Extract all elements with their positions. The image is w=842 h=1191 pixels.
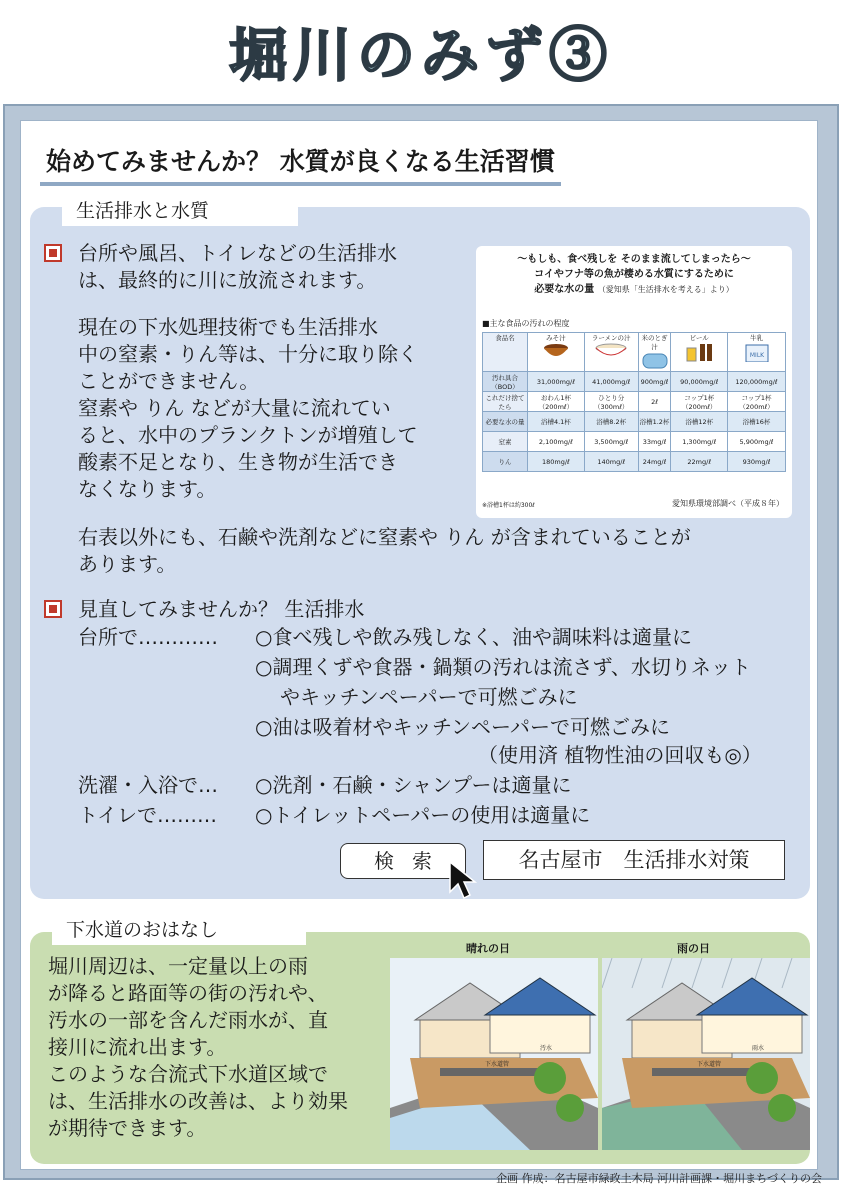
table-row: りん 180mg/ℓ 140mg/ℓ 24mg/ℓ 22mg/ℓ 930mg/ℓ	[483, 452, 786, 472]
table-row: 窒素 2,100mg/ℓ 3,500mg/ℓ 33mg/ℓ 1,300mg/ℓ 5,900mg/ℓ	[483, 432, 786, 452]
card-heading: ～もしも、食べ残しを そのまま流してしまったら～ コイやフナ等の魚が棲める水質にするために 必要な水の量 （愛知県「生活排水を考える」より）	[517, 254, 751, 295]
table-row: 汚れ具合（BOD） 31,000mg/ℓ 41,000mg/ℓ 900mg/ℓ 90,000mg/ℓ 120,000mg/ℓ	[483, 372, 786, 392]
food-pollution-card	[476, 246, 792, 518]
kitchen-item: ○調理くずや食器・鍋類の汚れは流さず、水切りネット	[255, 655, 751, 679]
laundry-item: ○洗剤・石鹸・シャンプーは適量に	[255, 773, 572, 797]
milk-icon-label: MILK	[749, 352, 764, 359]
heading-review: 見直してみませんか？ 生活排水	[78, 597, 365, 621]
rainy-sewer-illustration	[602, 958, 810, 1150]
beer-icon	[684, 342, 714, 362]
milk-icon	[744, 342, 770, 362]
search-query-box[interactable]: 名古屋市 生活排水対策	[483, 840, 785, 880]
kitchen-item: ○食べ残しや飲み残しなく、油や調味料は適量に	[255, 625, 693, 649]
toilet-label: トイレで………	[78, 803, 217, 827]
sewer-paragraph: 堀川周辺は、一定量以上の雨 が降ると路面等の街の汚れや、 汚水の一部を含んだ雨水が、直 接川に流れ出ます。 このような合流式下水道区域で は、生活排水の改善は、より効果 が期待できます。	[48, 954, 348, 1140]
rice-cooker-icon	[640, 351, 670, 369]
table-row: 必要な水の量 浴槽4.1杯 浴槽8.2杯 浴槽1.2杯 浴槽12杯 浴槽16杯	[483, 412, 786, 432]
card-subtitle: ■主な食品の汚れの程度	[482, 319, 570, 328]
headline: 始めてみませんか？ 水質が良くなる生活習慣	[40, 142, 561, 186]
table-note: ※浴槽1杯は約300ℓ	[482, 502, 535, 509]
food-table	[482, 332, 786, 472]
kitchen-item: ○油は吸着材やキッチンペーパーで可燃ごみに	[255, 715, 671, 739]
miso-soup-icon	[542, 342, 570, 360]
paragraph-intro: 台所や風呂、トイレなどの生活排水 は、最終的に川に放流されます。	[78, 241, 397, 292]
rainy-day-label: 雨の日	[677, 942, 710, 955]
laundry-label: 洗濯・入浴で…	[78, 773, 218, 797]
table-row: これだけ捨てたら おわん1杯（200mℓ） ひとり分（300mℓ） 2ℓ コップ1杯（200mℓ） コップ1杯（200mℓ）	[483, 392, 786, 412]
section-tab-water-quality: 生活排水と水質	[62, 194, 298, 226]
paragraph-soap: 右表以外にも、石鹸や洗剤などに窒素や りん が含まれていることが あります。	[78, 525, 691, 576]
bullet-icon	[44, 244, 62, 262]
toilet-item: ○トイレットペーパーの使用は適量に	[255, 803, 591, 827]
table-header-row: 食品名 みそ汁 ラーメンの汁 米のとぎ汁 ビール 牛乳 MILK	[483, 333, 786, 372]
footer-credit: 企画 作成：名古屋市緑政土木局 河川計画課・堀川まちづくりの会	[496, 1172, 822, 1185]
table-source: 愛知県環境部調べ（平成８年）	[672, 499, 784, 508]
section-tab-sewer: 下水道のおはなし	[52, 913, 306, 945]
ramen-icon	[594, 342, 628, 360]
kitchen-label: 台所で…………	[78, 625, 218, 649]
sunny-sewer-illustration	[390, 958, 598, 1150]
paragraph-nitrogen: 現在の下水処理技術でも生活排水 中の窒素・りん等は、十分に取り除く ことができません。 窒素や りん などが大量に流れてい ると、水中のプランクトンが増殖して 酸素不足となり、生き物が生活でき なくなります。	[78, 315, 418, 501]
sewage-label: 汚水	[540, 1045, 553, 1052]
page-title: 堀川のみず③	[228, 21, 613, 89]
sewer-pipe-label: 下水道管	[697, 1061, 722, 1068]
sunny-day-label: 晴れの日	[466, 942, 510, 955]
mouse-cursor-icon	[448, 860, 478, 900]
rainwater-label: 雨水	[752, 1045, 765, 1052]
sewer-pipe-label: 下水道管	[485, 1061, 510, 1068]
kitchen-item: やキッチンペーパーで可燃ごみに	[280, 685, 578, 709]
bullet-icon	[44, 600, 62, 618]
search-button[interactable]: 検索	[340, 843, 466, 879]
kitchen-item: （使用済 植物性油の回収も◎）	[478, 743, 762, 767]
